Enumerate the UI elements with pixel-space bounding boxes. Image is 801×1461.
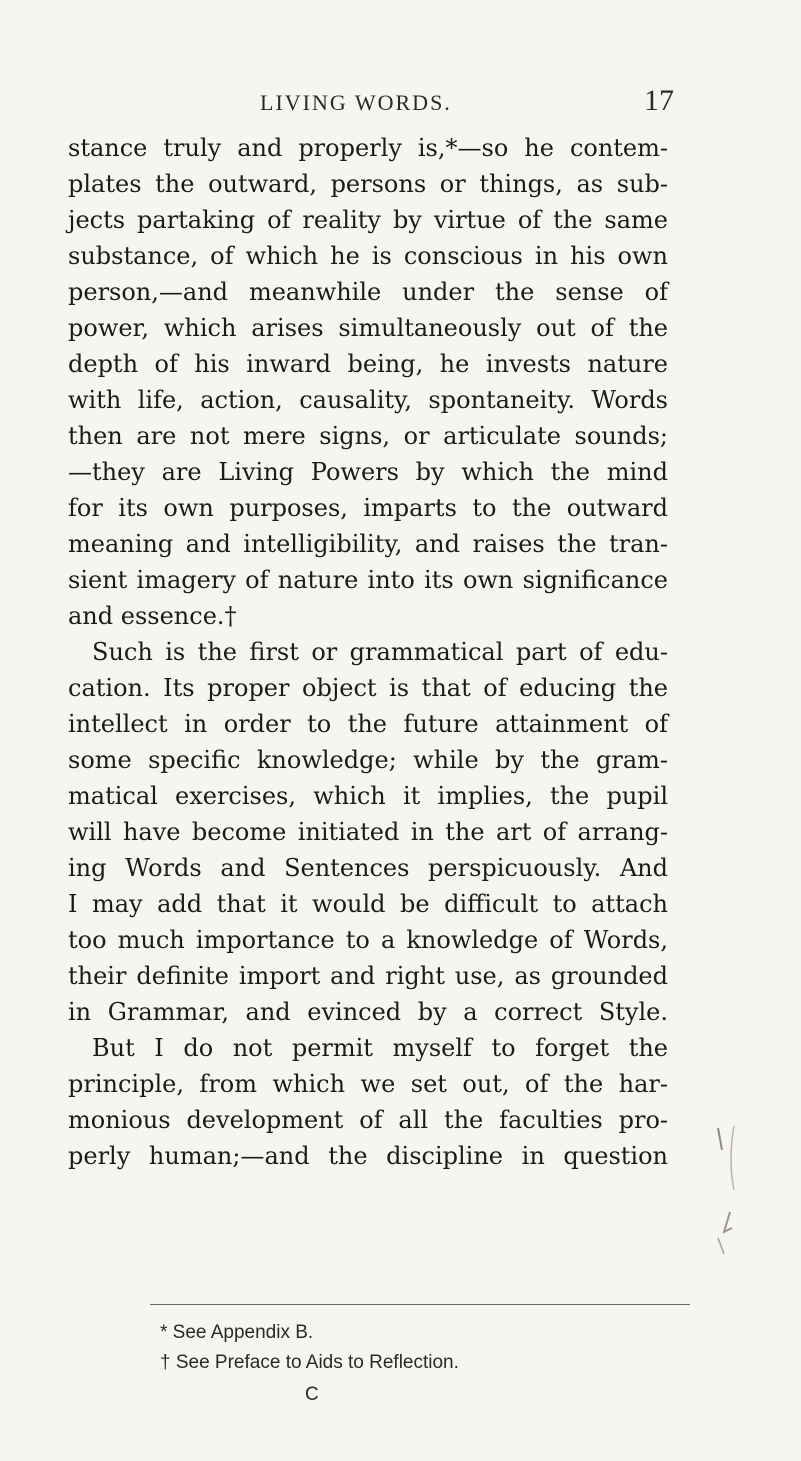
running-head [0, 84, 801, 124]
text-line: in Grammar, and evinced by a correct Style. [68, 998, 668, 1026]
running-title: LIVING WORDS. [260, 90, 452, 115]
text-line: matical exercises, which it implies, the pupil [68, 782, 668, 810]
text-line: meaning and intelligibility, and raises the tran- [68, 530, 668, 558]
text-line: stance truly and properly is,*—so he contem- [68, 134, 668, 162]
body-text [68, 130, 668, 1174]
footnotes [160, 1318, 680, 1378]
footnote-1: * See Appendix B. [160, 1322, 314, 1343]
text-line: and essence.† [68, 602, 237, 630]
text-line: But I do not permit myself to forget the [92, 1034, 668, 1062]
text-line: depth of his inward being, he invests nature [68, 350, 668, 378]
text-line: principle, from which we set out, of the har- [68, 1070, 668, 1098]
text-line: I may add that it would be difficult to attach [68, 890, 668, 918]
text-line: —they are Living Powers by which the mind [68, 458, 668, 486]
text-line: intellect in order to the future attainment of [68, 710, 668, 738]
page-number: 17 [644, 84, 674, 117]
text-line: monious development of all the faculties pro- [68, 1106, 668, 1134]
text-line: too much importance to a knowledge of Words, [68, 926, 668, 954]
text-line: will have become initiated in the art of arrang- [68, 818, 668, 846]
text-line: their definite import and right use, as grounded [68, 962, 668, 990]
text-line: then are not mere signs, or articulate sounds; [68, 422, 668, 450]
text-line: plates the outward, persons or things, as sub- [68, 170, 668, 198]
text-line: ing Words and Sentences perspicuously. And [68, 854, 668, 882]
text-line: sient imagery of nature into its own significance [68, 566, 668, 594]
text-line: substance, of which he is conscious in his own [68, 242, 668, 270]
text-line: some specific knowledge; while by the gram- [68, 746, 668, 774]
text-line: power, which arises simultaneously out of the [68, 314, 668, 342]
text-line: Such is the first or grammatical part of edu- [92, 638, 668, 666]
text-line: cation. Its proper object is that of educing the [68, 674, 668, 702]
margin-pencil-marks [700, 1120, 780, 1260]
text-line: with life, action, causality, spontaneity. Words [68, 386, 668, 414]
text-line: jects partaking of reality by virtue of the same [68, 206, 668, 234]
footnote-rule [150, 1304, 690, 1305]
footnote-2: † See Preface to Aids to Reflection. [160, 1352, 459, 1373]
text-line: for its own purposes, imparts to the outward [68, 494, 668, 522]
text-line: person,—and meanwhile under the sense of [68, 278, 668, 306]
text-line: perly human;—and the discipline in question [68, 1142, 668, 1170]
signature-mark: C [305, 1384, 319, 1405]
